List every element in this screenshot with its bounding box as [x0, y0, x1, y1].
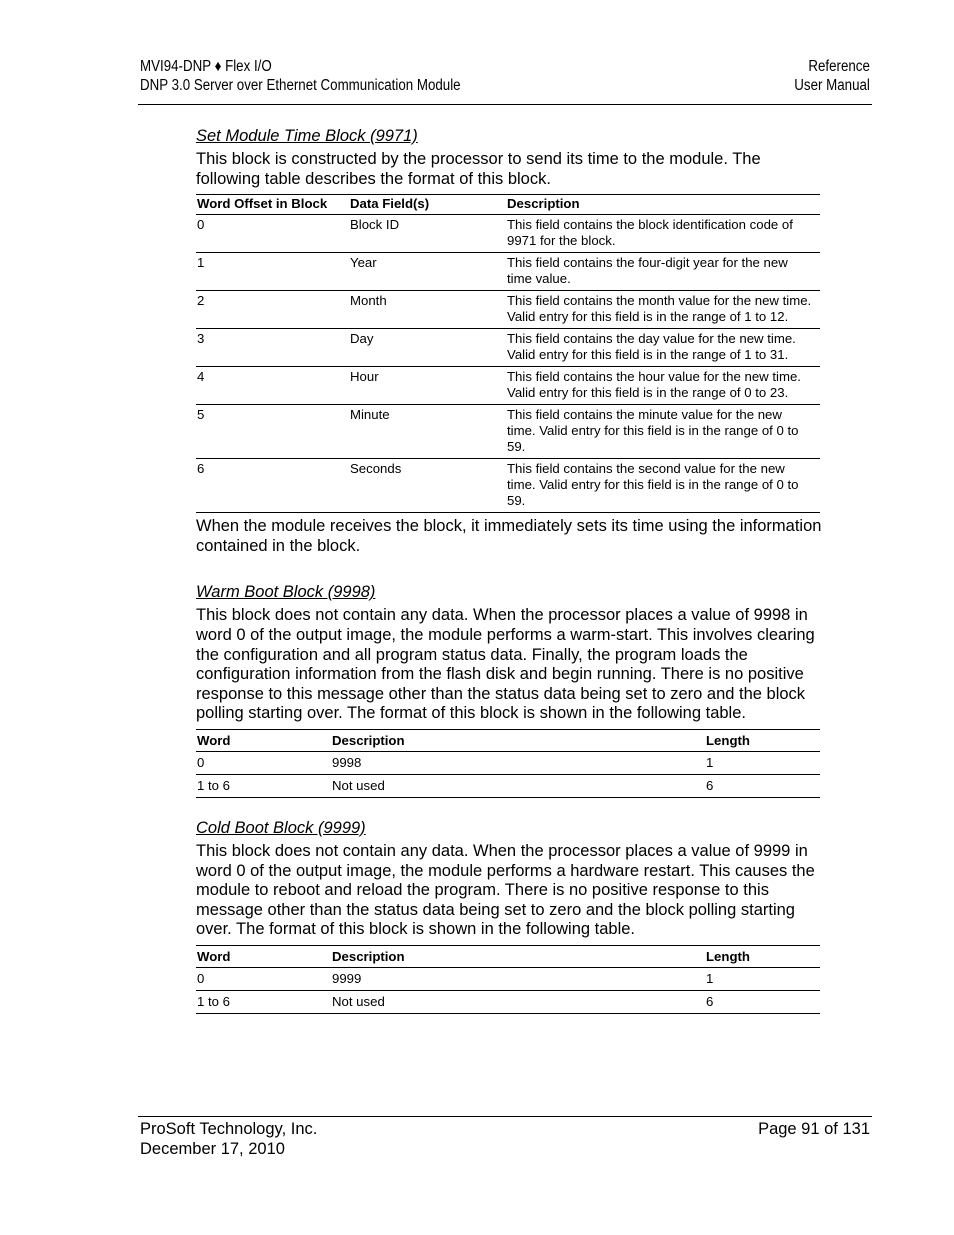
table-row — [196, 215, 820, 253]
cell-offset: 3 — [196, 329, 349, 367]
column-header-description: Description — [331, 945, 705, 967]
column-header-word: Word — [196, 945, 331, 967]
cell-offset: 5 — [196, 405, 349, 459]
page-number: Page 91 of 131 — [758, 1120, 870, 1138]
section-intro-set-module-time: This block is constructed by the processor to send its time to the module. The following table describes the format of this block. — [196, 150, 761, 188]
table-row — [196, 774, 820, 797]
footer-left — [140, 1120, 317, 1159]
cell-field: Block ID — [349, 215, 506, 253]
column-header-offset: Word Offset in Block — [196, 195, 349, 215]
product-title: MVI94-DNP ♦ Flex I/O — [140, 58, 272, 75]
column-header-length: Length — [705, 945, 820, 967]
header-left — [140, 57, 461, 95]
publication-date: December 17, 2010 — [140, 1139, 285, 1158]
cell-offset: 2 — [196, 291, 349, 329]
cell-description: 9999 — [331, 967, 705, 990]
cell-word: 0 — [196, 967, 331, 990]
cell-description: This field contains the four-digit year for the new time value. — [506, 253, 820, 291]
cell-offset: 4 — [196, 367, 349, 405]
footer-divider — [138, 1116, 872, 1117]
cell-description: This field contains the minute value for the new time. Valid entry for this field is in the range of 0 to 59. — [506, 405, 820, 459]
cell-field: Month — [349, 291, 506, 329]
table-row — [196, 329, 820, 367]
cell-offset: 1 — [196, 253, 349, 291]
table-row — [196, 405, 820, 459]
cold-boot-table — [196, 945, 820, 1014]
table-header-row — [196, 729, 820, 751]
column-header-length: Length — [705, 729, 820, 751]
cell-word: 1 to 6 — [196, 774, 331, 797]
section-intro-warm-boot: This block does not contain any data. When the processor places a value of 9998 in word 0 of the output image, the module performs a warm-start. This involves clearing the configuration and all program status data. Finally, the program loads the configuration information from the flash disk and begin running. There is no positive response to this message other than the status data being set to zero and the block polling starting over. The format of this block is shown in the following table. — [196, 606, 815, 723]
cell-length: 1 — [705, 751, 820, 774]
cell-length: 6 — [705, 774, 820, 797]
set-module-time-table — [196, 194, 820, 513]
cell-description: Not used — [331, 774, 705, 797]
cell-description: This field contains the second value for the new time. Valid entry for this field is in the range of 0 to 59. — [506, 459, 820, 513]
header-right — [794, 57, 870, 95]
cell-length: 6 — [705, 990, 820, 1013]
cell-description: This field contains the month value for the new time. Valid entry for this field is in the range of 1 to 12. — [506, 291, 820, 329]
cell-word: 1 to 6 — [196, 990, 331, 1013]
table-row — [196, 967, 820, 990]
column-header-description: Description — [331, 729, 705, 751]
section-heading-set-module-time: Set Module Time Block (9971) — [196, 127, 418, 145]
table-row — [196, 253, 820, 291]
section-name: Reference — [808, 58, 870, 75]
column-header-field: Data Field(s) — [349, 195, 506, 215]
section-heading-cold-boot: Cold Boot Block (9999) — [196, 818, 366, 837]
table-row — [196, 367, 820, 405]
cell-offset: 0 — [196, 215, 349, 253]
table-row — [196, 459, 820, 513]
cell-field: Hour — [349, 367, 506, 405]
cell-field: Seconds — [349, 459, 506, 513]
cell-field: Day — [349, 329, 506, 367]
cell-offset: 6 — [196, 459, 349, 513]
warm-boot-table — [196, 729, 820, 798]
cell-field: Minute — [349, 405, 506, 459]
section-heading-warm-boot: Warm Boot Block (9998) — [196, 583, 376, 602]
table-header-row — [196, 945, 820, 967]
cell-description: This field contains the block identification code of 9971 for the block. — [506, 215, 820, 253]
table-row — [196, 291, 820, 329]
cell-word: 0 — [196, 751, 331, 774]
document-type: User Manual — [794, 77, 870, 94]
product-subtitle: DNP 3.0 Server over Ethernet Communication Module — [140, 77, 461, 94]
table-header-row — [196, 195, 820, 215]
header-divider — [138, 104, 872, 105]
cell-description: This field contains the day value for the new time. Valid entry for this field is in the range of 1 to 31. — [506, 329, 820, 367]
company-name: ProSoft Technology, Inc. — [140, 1120, 318, 1138]
cell-description: This field contains the hour value for the new time. Valid entry for this field is in the range of 0 to 23. — [506, 367, 820, 405]
section-note-set-module-time: When the module receives the block, it immediately sets its time using the information contained in the block. — [196, 517, 822, 555]
section-intro-cold-boot: This block does not contain any data. When the processor places a value of 9999 in word 0 of the output image, the module performs a hardware restart. This causes the module to reboot and reload the program. There is no positive response to this message other than the status data being set to zero and the block polling starting over. The format of this block is shown in the following table. — [196, 841, 815, 939]
cell-description: 9998 — [331, 751, 705, 774]
column-header-description: Description — [506, 195, 820, 215]
table-row — [196, 751, 820, 774]
table-row — [196, 990, 820, 1013]
footer-right — [758, 1120, 870, 1140]
column-header-word: Word — [196, 729, 331, 751]
cell-description: Not used — [331, 990, 705, 1013]
cell-length: 1 — [705, 967, 820, 990]
cell-field: Year — [349, 253, 506, 291]
page-content — [196, 126, 822, 1014]
